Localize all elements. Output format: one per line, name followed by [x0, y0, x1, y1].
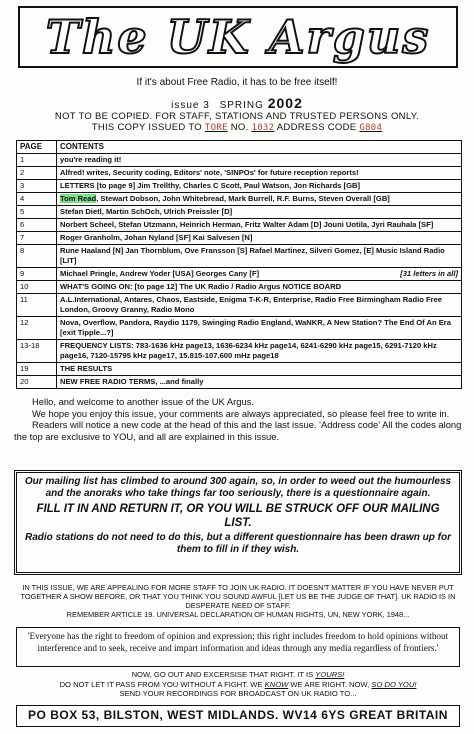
contents-cell: FREQUENCY LISTS: 783-1636 kHz page13, 1636-6234 kHz page14, 6241-6290 kHz page15, 6291-7120 kHz page16, 7120-15795 kHz page17, 15.815-107.600 mHz page18: [57, 340, 462, 363]
mailing-list-warning: FILL IT IN AND RETURN IT, OR YOU WILL BE STRUCK OFF OUR MAILING LIST.: [36, 503, 440, 529]
table-row: [17, 167, 462, 180]
contents-cell: you're reading it!: [57, 154, 462, 167]
closing-text: WE ARE RIGHT. NOW,: [290, 679, 370, 689]
mailing-list-intro: Our mailing list has climbed to around 300 again, so, in order to weed out the humourless and the anoraks who take things far too seriously, there is a questionnaire again.: [24, 476, 452, 499]
table-row: [17, 154, 462, 167]
table-row: [17, 363, 462, 376]
page-cell: 20: [17, 376, 57, 389]
page-cell: 9: [17, 268, 57, 281]
contents-cell: [57, 268, 462, 281]
closing-text: NOW, GO OUT AND EXCERSISE THAT RIGHT. IT IS: [131, 670, 314, 679]
intro-section: [14, 396, 462, 442]
contents-table: [16, 140, 462, 389]
page-cell: 3: [17, 180, 57, 193]
table-row: [17, 206, 462, 219]
table-row: [17, 376, 462, 389]
contents-cell: Norbert Scheel, Stefan Utzmann, Heinrich Herman, Fritz Walter Adam [D] Jouni Uotila, Jyri Rauhala [SF]: [57, 219, 462, 232]
letters-count-note: [31 letters in all]: [400, 269, 458, 278]
page-cell: 13-18: [17, 340, 57, 363]
table-row: [17, 268, 462, 281]
page-cell: 6: [17, 219, 57, 232]
address-code-label: ADDRESS CODE: [276, 122, 357, 133]
table-row: [17, 340, 462, 363]
copy-issued-line: [0, 122, 474, 133]
contents-cell: A.L.International, Antares, Chaos, Eastside, Enigma T-K-R, Enterprise, Radio Free Birmingham Radio Free London, Groovy Granny, Radio Mono: [57, 294, 462, 317]
article-19-quote: 'Everyone has the right to freedom of opinion and expression; this right includes freedom to hold opinions without interference and to seek, receive and impart information and ideas through any media regardless of frontiers.': [16, 627, 460, 667]
contents-header-row: [17, 141, 462, 154]
table-row: [17, 245, 462, 268]
issued-to-value: TORE: [204, 123, 228, 133]
table-row: [17, 193, 462, 206]
copy-number-label: NO.: [230, 122, 249, 133]
mailing-list-stations-note: Radio stations do not need to do this, but a different questionnaire has been drawn up for them to fill in if they wish.: [25, 532, 451, 555]
staff-appeal-text: IN THIS ISSUE, WE ARE APPEALING FOR MORE STAFF TO JOIN UK RADIO. IT DOESN'T MATTER IF YOU HAVE NEVER PUT TOGETHER A SHOW BEFORE, OR THAT YOU THINK YOU SOUND AWFUL [LET US BE THE JUDGE OF THAT]. UK RADIO IS IN DESPERATE NEED OF STAFF.: [20, 583, 456, 610]
article-19-reference: REMEMBER ARTICLE 19. UNIVERSAL DECLARATION OF HUMAN RIGHTS, UN, NEW YORK, 1948...: [66, 610, 410, 619]
closing-line-3: SEND YOUR RECORDINGS FOR BROADCAST ON UK RADIO TO...: [119, 689, 357, 698]
issue-season: SPRING: [219, 100, 264, 111]
contents-cell: NEW FREE RADIO TERMS, ...and finally: [57, 376, 462, 389]
mailing-list-notice: [14, 470, 462, 575]
closing-line-2: [14, 680, 462, 690]
postal-address: PO BOX 53, BILSTON, WEST MIDLANDS. WV14 6YS GREAT BRITAIN: [16, 705, 460, 727]
staff-appeal: [14, 583, 462, 619]
table-row: [17, 281, 462, 294]
table-row: [17, 232, 462, 245]
closing-section: [14, 670, 462, 699]
contents-cell: THE RESULTS: [57, 363, 462, 376]
page-cell: 5: [17, 206, 57, 219]
contents-cell-text: , Stewart Dobson, John Whitebread, Mark Burrell, R.F. Burns, Steven Overall [GB]: [96, 194, 390, 203]
table-row: [17, 180, 462, 193]
closing-line-1: [14, 670, 462, 680]
page-cell: 12: [17, 317, 57, 340]
contents-column-header: CONTENTS: [57, 141, 462, 154]
contents-cell: Nova, Overflow, Pandora, Raydio 1179, Swinging Radio England, WaNKR, A New Station? The End Of An Era [exit Tipple...?]: [57, 317, 462, 340]
contents-cell: Alfred! writes, Security coding, Editors' note, 'SINPOs' for future reception reports!: [57, 167, 462, 180]
page-column-header: PAGE: [17, 141, 57, 154]
table-row: [17, 294, 462, 317]
contents-cell: WHAT'S GOING ON: [to page 12] The UK Radio / Radio Argus NOTICE BOARD: [57, 281, 462, 294]
copy-number-value: 1032: [251, 123, 275, 133]
page-cell: 19: [17, 363, 57, 376]
issue-line: [0, 95, 474, 111]
intro-paragraph: We hope you enjoy this issue, your comments are always appreciated, so please feel free to write in.: [32, 407, 450, 419]
contents-cell: [57, 193, 462, 206]
intro-paragraph: Readers will notice a new code at the head of this and the last issue. 'Address code' All the codes along the top are exclusive to YOU, and all are explained in this issue.: [14, 419, 462, 442]
page-cell: 4: [17, 193, 57, 206]
closing-emphasis: YOURS!: [315, 670, 345, 679]
page-cell: 1: [17, 154, 57, 167]
closing-emphasis: KNOW: [264, 679, 289, 689]
contents-cell: Rune Haaland [N] Jan Thornblum, Ove Fransson [S] Rafael Martinez, Silveri Gomez, [E] Music Island Radio [LIT]: [57, 245, 462, 268]
page-cell: 11: [17, 294, 57, 317]
issued-to-label: THIS COPY ISSUED TO: [91, 122, 202, 133]
page-cell: 7: [17, 232, 57, 245]
table-row: [17, 317, 462, 340]
highlighted-name: Tom Read: [60, 194, 97, 203]
copy-notice: NOT TO BE COPIED. FOR STAFF, STATIONS AND TRUSTED PERSONS ONLY.: [54, 111, 420, 122]
contents-cell-text: Michael Pringle, Andrew Yoder [USA] Georges Cany [F]: [60, 269, 260, 278]
issue-number: issue 3: [171, 100, 210, 111]
intro-paragraph: Hello, and welcome to another issue of the UK Argus.: [32, 396, 254, 407]
contents-cell: Stefan Dietl, Martin SchOch, Ulrich Preissler [D]: [57, 206, 462, 219]
contents-cell: Roger Granholm, Johan Nyland [SF] Kai Salvesen [N]: [57, 232, 462, 245]
tagline: If it's about Free Radio, it has to be free itself!: [136, 77, 338, 88]
address-code-value: G804: [359, 123, 383, 133]
page-cell: 2: [17, 167, 57, 180]
page-cell: 8: [17, 245, 57, 268]
table-row: [17, 219, 462, 232]
closing-text: DO NOT LET IT PASS FROM YOU WITHOUT A FIGHT. WE: [59, 679, 263, 689]
page-cell: 10: [17, 281, 57, 294]
masthead-title: The UK Argus: [18, 6, 458, 68]
issue-year: 2002: [267, 95, 303, 111]
contents-cell: LETTERS [to page 9] Jim Trellthy, Charles C Scott, Paul Watson, Jon Richards [GB]: [57, 180, 462, 193]
closing-emphasis: SO DO YOU!: [371, 679, 417, 689]
